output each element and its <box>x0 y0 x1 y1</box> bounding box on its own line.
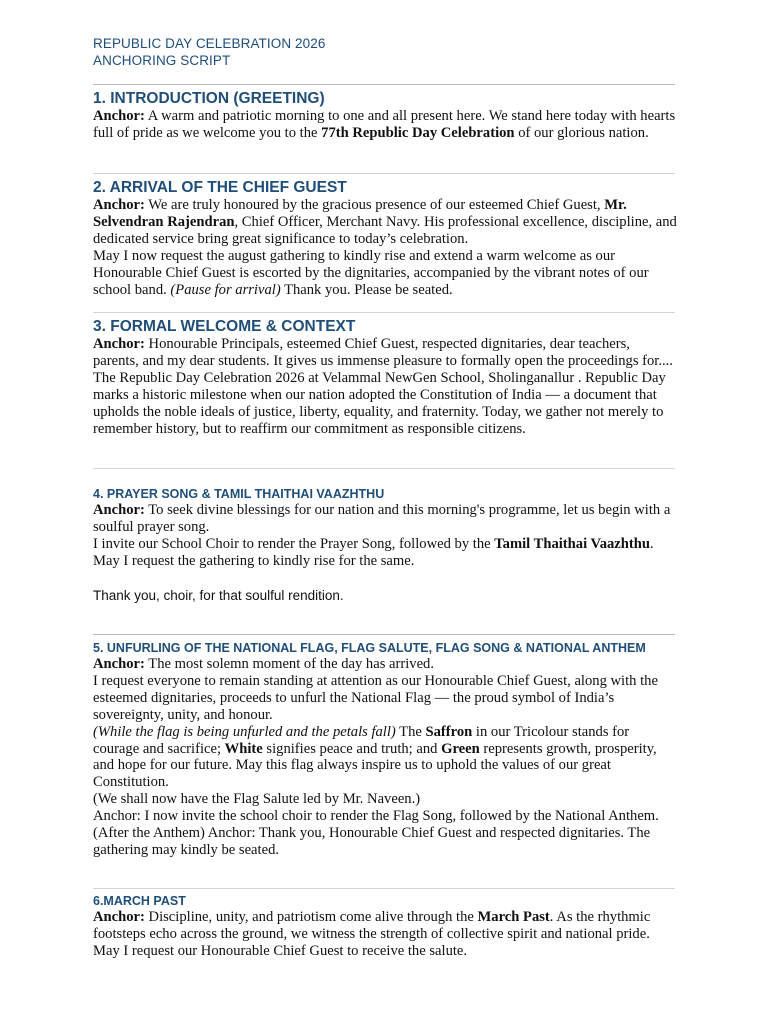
section-body: Anchor: The most solemn moment of the day has arrived. <box>93 656 435 672</box>
section-heading: 1. INTRODUCTION (GREETING) <box>93 90 325 107</box>
section-flag-unfurling <box>93 640 678 859</box>
header-title: REPUBLIC DAY CELEBRATION 2026 <box>93 36 326 51</box>
document-header <box>93 35 326 69</box>
divider <box>93 888 675 889</box>
section-heading: 2. ARRIVAL OF THE CHIEF GUEST <box>93 179 347 196</box>
section-body: I invite our School Choir to render the Prayer Song, followed by the Tamil Thaithai Vaazhthu. <box>93 535 654 552</box>
divider <box>93 468 675 469</box>
section-heading: 5. UNFURLING OF THE NATIONAL FLAG, FLAG SALUTE, FLAG SONG & NATIONAL ANTHEM <box>93 641 646 655</box>
header-subtitle: ANCHORING SCRIPT <box>93 53 231 68</box>
section-body: Anchor: Honourable Principals, esteemed Chief Guest, respected dignitaries, dear teachers, parents, and my dear students. It gives us immense pleasure to formally open the proceedings for.... The Republic Day Celebration 2026 at Velammal NewGen School, Sholinganallur . Republic Day marks a historic milestone when our nation adopted the Constitution of India — a document that upholds the noble ideals of justice, liberty, equality, and fraternity. Today, we gather not merely to remember history, but to reaffirm our commitment as responsible citizens. <box>93 336 673 437</box>
divider <box>93 84 675 85</box>
section-body: May I request the gathering to kindly rise for the same. <box>93 552 415 569</box>
section-body: (After the Anthem) Anchor: Thank you, Honourable Chief Guest and respected dignitaries. The gathering may kindly be seated. <box>93 825 651 858</box>
section-body: Anchor: We are truly honoured by the gracious presence of our esteemed Chief Guest, Mr. Selvendran Rajendran, Chief Officer, Merchant Navy. His professional excellence, discipline, and dedicated service bring great significance to today’s celebration. <box>93 197 677 247</box>
section-body: Anchor: Discipline, unity, and patriotism come alive through the March Past. As the rhythmic footsteps echo across the ground, we witness the strength of collective spirit and national pride. May I request our Honourable Chief Guest to receive the salute. <box>93 909 651 959</box>
divider <box>93 312 675 313</box>
section-body: (While the flag is being unfurled and the petals fall) The Saffron in our Tricolour stands for courage and sacrifice; White signifies peace and truth; and Green represents growth, prosperity, and hope for our future. May this flag always inspire us to uphold the values of our great Constitution. <box>93 723 657 791</box>
section-body: Anchor: A warm and patriotic morning to one and all present here. We stand here today with hearts full of pride as we welcome you to the 77th Republic Day Celebration of our glorious nation. <box>93 108 676 141</box>
section-heading: 6.MARCH PAST <box>93 894 186 908</box>
divider <box>93 173 675 174</box>
section-body: Anchor: To seek divine blessings for our nation and this morning's programme, let us begin with a soulful prayer song. <box>93 502 671 535</box>
section-body: May I now request the august gathering to kindly rise and extend a warm welcome as our Honourable Chief Guest is escorted by the dignitaries, accompanied by the vibrant notes of our school band. (Pause for arrival) Thank you. Please be seated. <box>93 247 649 298</box>
section-arrival <box>93 178 678 298</box>
section-body: (We shall now have the Flag Salute led by Mr. Naveen.) <box>93 791 421 808</box>
divider <box>93 634 675 635</box>
section-body: Anchor: I now invite the school choir to render the Flag Song, followed by the National Anthem. <box>93 808 659 825</box>
section-heading: 3. FORMAL WELCOME & CONTEXT <box>93 318 356 335</box>
section-march-past <box>93 893 678 960</box>
section-formal-welcome <box>93 317 678 437</box>
section-body: Thank you, choir, for that soulful rendition. <box>93 587 344 603</box>
section-body: I request everyone to remain standing at attention as our Honourable Chief Guest, along with the esteemed dignitaries, proceeds to unfurl the National Flag — the proud symbol of India’s sovereignty, unity, and honour. <box>93 672 658 723</box>
section-prayer-song <box>93 486 678 604</box>
section-introduction <box>93 89 678 142</box>
section-heading: 4. PRAYER SONG & TAMIL THAITHAI VAAZHTHU <box>93 487 385 501</box>
